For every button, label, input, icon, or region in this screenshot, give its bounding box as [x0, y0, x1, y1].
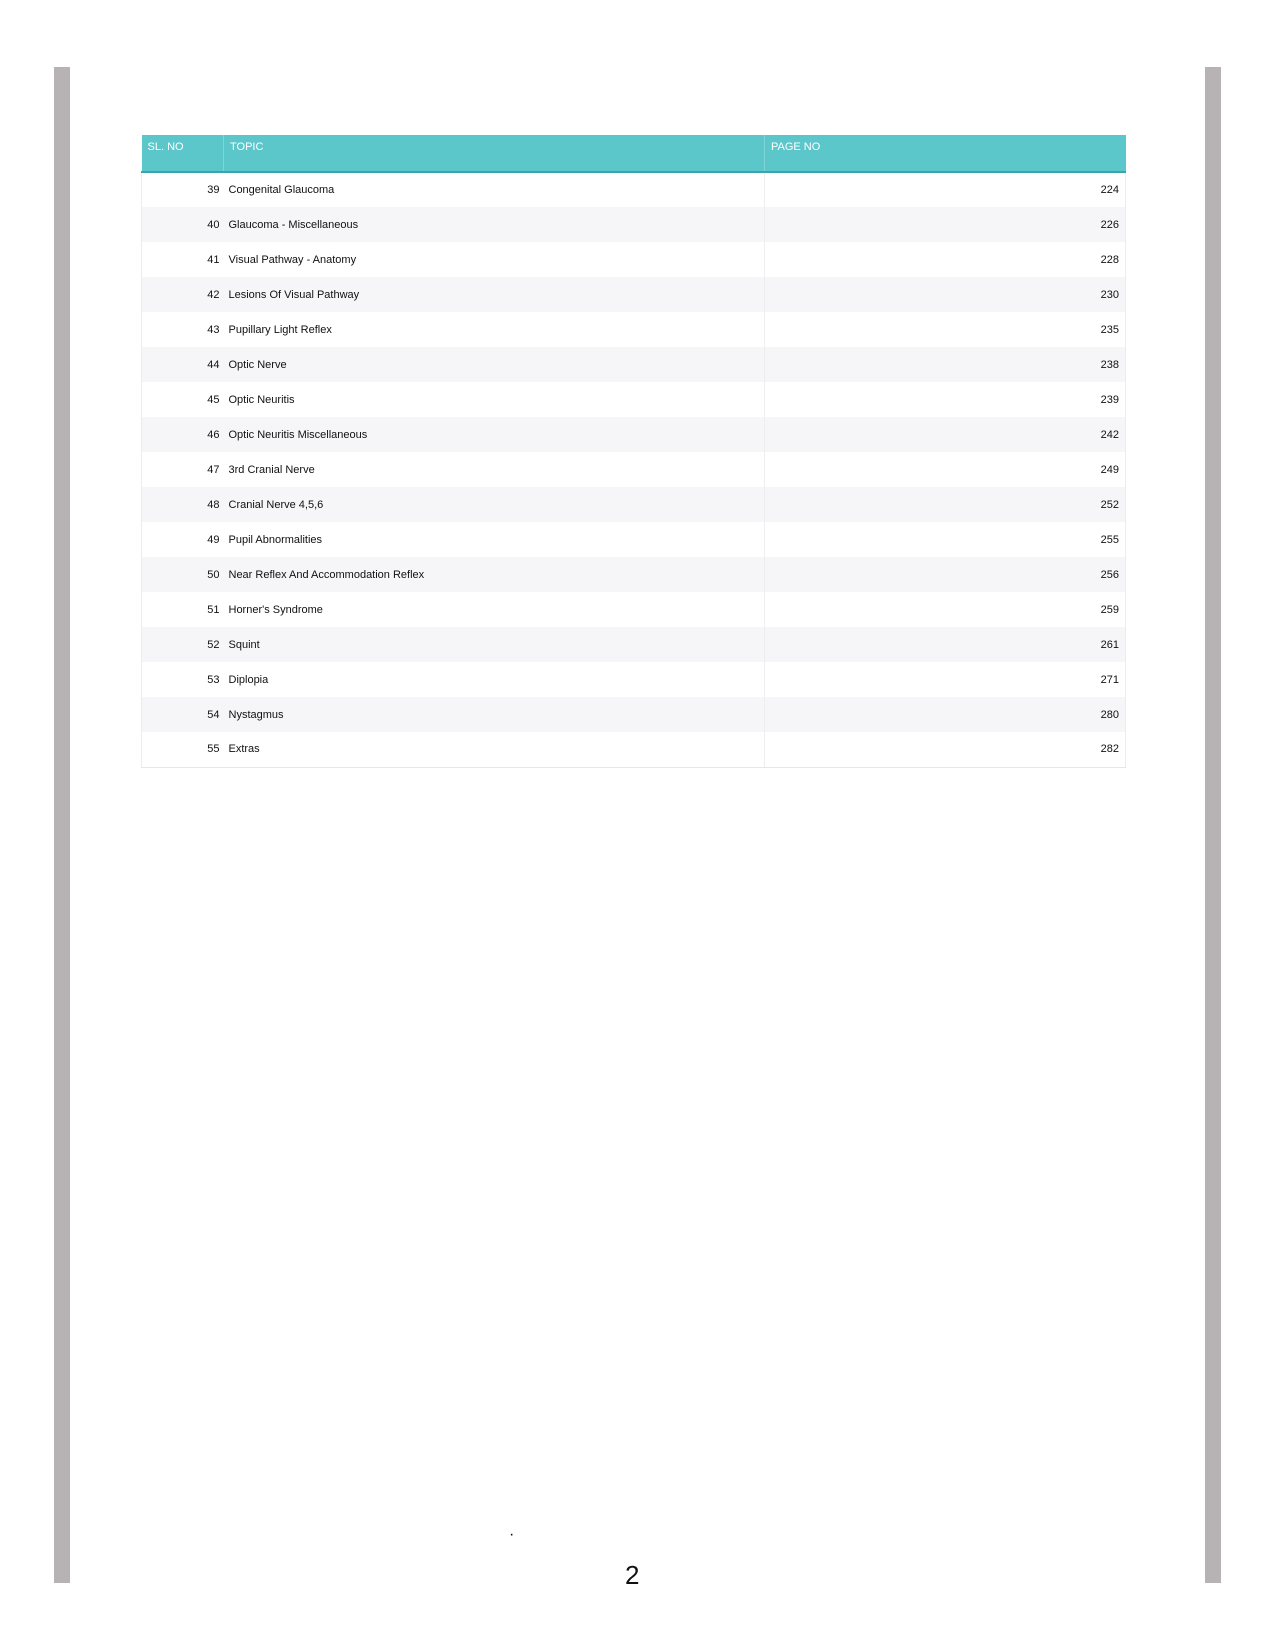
table-row: [142, 417, 1126, 452]
table-row: [142, 522, 1126, 557]
row-page-no: 280: [765, 697, 1126, 732]
table-row: [142, 697, 1126, 732]
row-topic: Nystagmus: [224, 697, 765, 732]
table-row: [142, 347, 1126, 382]
row-sl-no: 55: [142, 732, 224, 767]
table-row: [142, 207, 1126, 242]
row-sl-no: 46: [142, 417, 224, 452]
right-margin-bar: [1205, 67, 1221, 1583]
row-topic: Pupil Abnormalities: [224, 522, 765, 557]
row-page-no: 226: [765, 207, 1126, 242]
left-margin-bar: [54, 67, 70, 1583]
row-page-no: 228: [765, 242, 1126, 277]
row-sl-no: 53: [142, 662, 224, 697]
row-topic: Optic Neuritis: [224, 382, 765, 417]
row-sl-no: 52: [142, 627, 224, 662]
table-header-row: [142, 135, 1126, 172]
table-row: [142, 277, 1126, 312]
table-row: [142, 312, 1126, 347]
row-topic: Squint: [224, 627, 765, 662]
footer-dot: ·: [509, 1526, 515, 1543]
row-topic: Cranial Nerve 4,5,6: [224, 487, 765, 522]
row-page-no: 282: [765, 732, 1126, 767]
row-page-no: 255: [765, 522, 1126, 557]
row-sl-no: 41: [142, 242, 224, 277]
row-topic: Near Reflex And Accommodation Reflex: [224, 557, 765, 592]
header-page-no: PAGE NO: [765, 135, 1126, 172]
row-topic: Optic Neuritis Miscellaneous: [224, 417, 765, 452]
row-page-no: 238: [765, 347, 1126, 382]
row-topic: Lesions Of Visual Pathway: [224, 277, 765, 312]
table-row: [142, 592, 1126, 627]
row-page-no: 230: [765, 277, 1126, 312]
header-topic: TOPIC: [224, 135, 765, 172]
row-topic: Optic Nerve: [224, 347, 765, 382]
row-sl-no: 43: [142, 312, 224, 347]
row-page-no: 242: [765, 417, 1126, 452]
page-number: 2: [625, 1560, 640, 1590]
row-page-no: 235: [765, 312, 1126, 347]
row-sl-no: 44: [142, 347, 224, 382]
table-row: [142, 242, 1126, 277]
row-topic: Visual Pathway - Anatomy: [224, 242, 765, 277]
table-row: [142, 627, 1126, 662]
row-sl-no: 50: [142, 557, 224, 592]
row-page-no: 252: [765, 487, 1126, 522]
table-row: [142, 452, 1126, 487]
table-row: [142, 732, 1126, 767]
table-row: [142, 487, 1126, 522]
row-sl-no: 47: [142, 452, 224, 487]
row-topic: Glaucoma - Miscellaneous: [224, 207, 765, 242]
row-topic: Extras: [224, 732, 765, 767]
row-topic: Horner's Syndrome: [224, 592, 765, 627]
table-row: [142, 382, 1126, 417]
row-sl-no: 45: [142, 382, 224, 417]
table-row: [142, 172, 1126, 207]
row-page-no: 256: [765, 557, 1126, 592]
table-of-contents: [141, 135, 1126, 768]
row-page-no: 249: [765, 452, 1126, 487]
row-sl-no: 39: [142, 172, 224, 207]
row-page-no: 224: [765, 172, 1126, 207]
row-topic: Pupillary Light Reflex: [224, 312, 765, 347]
row-page-no: 259: [765, 592, 1126, 627]
table-row: [142, 557, 1126, 592]
row-topic: 3rd Cranial Nerve: [224, 452, 765, 487]
row-page-no: 261: [765, 627, 1126, 662]
table-body: [142, 172, 1126, 767]
row-sl-no: 54: [142, 697, 224, 732]
row-page-no: 271: [765, 662, 1126, 697]
row-sl-no: 49: [142, 522, 224, 557]
row-topic: Congenital Glaucoma: [224, 172, 765, 207]
row-page-no: 239: [765, 382, 1126, 417]
row-topic: Diplopia: [224, 662, 765, 697]
row-sl-no: 51: [142, 592, 224, 627]
table-row: [142, 662, 1126, 697]
row-sl-no: 40: [142, 207, 224, 242]
header-sl-no: SL. NO: [142, 135, 224, 172]
row-sl-no: 48: [142, 487, 224, 522]
row-sl-no: 42: [142, 277, 224, 312]
